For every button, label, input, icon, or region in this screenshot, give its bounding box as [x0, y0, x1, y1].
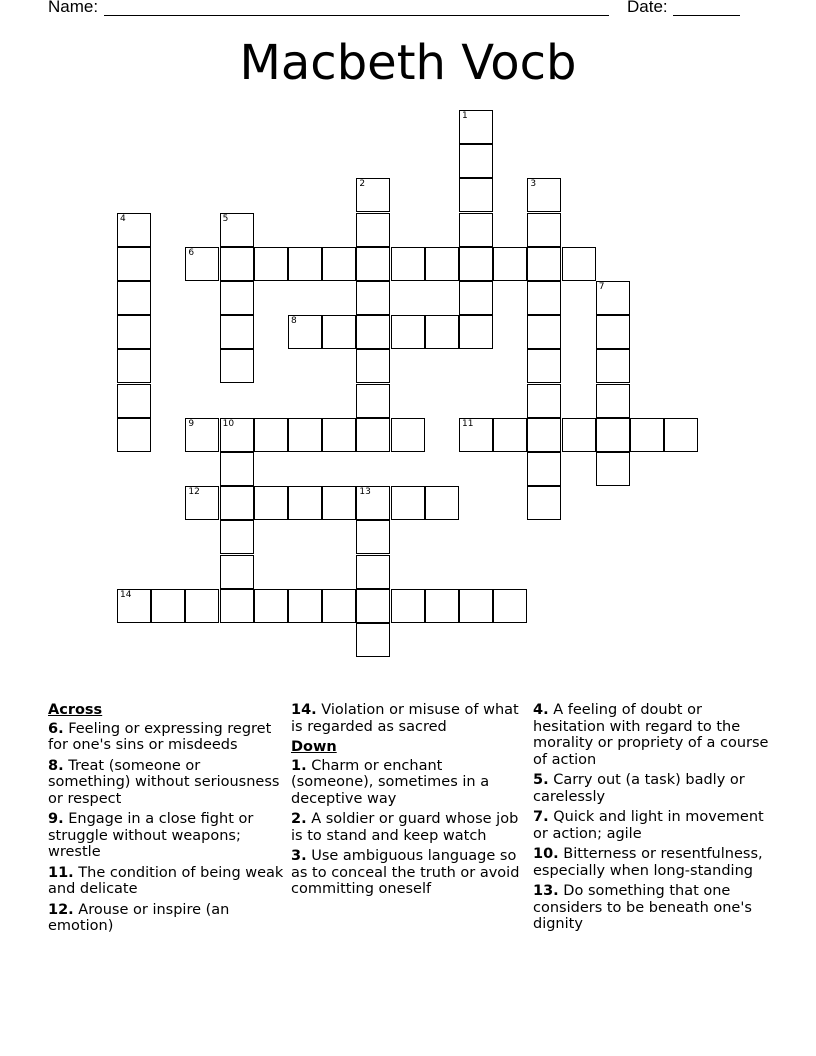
crossword-cell[interactable] — [220, 281, 254, 315]
crossword-cell[interactable] — [288, 315, 322, 349]
crossword-cell[interactable] — [288, 247, 322, 281]
crossword-cell[interactable] — [356, 178, 390, 212]
clue-item — [48, 811, 284, 861]
down-clue-list — [291, 758, 527, 898]
clue-item-number: 8. — [48, 757, 64, 774]
clue-item-number: 3. — [291, 848, 307, 864]
clue-number: 1 — [462, 111, 468, 121]
crossword-cell[interactable] — [356, 520, 390, 554]
across-clue-list-continued — [291, 702, 527, 735]
crossword-cell[interactable] — [459, 418, 493, 452]
crossword-cell[interactable] — [185, 247, 219, 281]
crossword-cell[interactable] — [527, 281, 561, 315]
crossword-cell[interactable] — [185, 486, 219, 520]
crossword-cell[interactable] — [117, 589, 151, 623]
clues-column-1 — [48, 702, 284, 939]
crossword-cell[interactable] — [459, 589, 493, 623]
clue-item — [48, 721, 284, 754]
crossword-cell[interactable] — [356, 555, 390, 589]
crossword-cell[interactable] — [562, 247, 596, 281]
crossword-cell[interactable] — [117, 315, 151, 349]
clue-number: 10 — [222, 418, 235, 429]
crossword-cell[interactable] — [254, 486, 288, 520]
clue-item-text: Use ambiguous language so as to conceal the truth or avoid committing oneself — [291, 848, 520, 897]
crossword-cell[interactable] — [151, 589, 185, 623]
crossword-cell[interactable] — [185, 418, 219, 452]
crossword-cell[interactable] — [322, 418, 356, 452]
crossword-cell[interactable] — [596, 452, 630, 486]
clue-item — [48, 865, 284, 898]
clue-item-number: 11. — [48, 864, 74, 881]
crossword-cell[interactable] — [117, 247, 151, 281]
crossword-cell[interactable] — [288, 418, 322, 452]
clue-item-text: Do something that one considers to be beneath one's dignity — [533, 883, 752, 932]
crossword-cell[interactable] — [391, 315, 425, 349]
crossword-cell[interactable] — [220, 555, 254, 589]
clue-item-number: 1. — [291, 757, 307, 774]
crossword-cell[interactable] — [391, 486, 425, 520]
clue-number: 7 — [598, 282, 605, 292]
crossword-cell[interactable] — [220, 315, 254, 349]
crossword-cell[interactable] — [562, 418, 596, 452]
crossword-cell[interactable] — [117, 418, 151, 452]
crossword-cell[interactable] — [527, 178, 561, 212]
crossword-cell[interactable] — [596, 349, 630, 383]
clue-item-number: 10. — [533, 846, 559, 862]
crossword-cell[interactable] — [527, 349, 561, 383]
clue-item-number: 2. — [291, 811, 307, 827]
clue-item-number: 13. — [533, 883, 559, 899]
crossword-cell[interactable] — [527, 384, 561, 418]
crossword-cell[interactable] — [425, 589, 459, 623]
crossword-cell[interactable] — [288, 486, 322, 520]
clue-number: 11 — [462, 418, 474, 429]
clue-item-text: Treat (someone or something) without seriousness or respect — [48, 757, 280, 807]
clue-item — [291, 758, 527, 808]
crossword-cell[interactable] — [254, 589, 288, 623]
crossword-cell[interactable] — [459, 178, 493, 212]
clue-number: 8 — [291, 316, 297, 327]
clue-item-text: A soldier or guard whose job is to stand and keep watch — [291, 811, 519, 844]
crossword-cell[interactable] — [220, 452, 254, 486]
crossword-cell[interactable] — [596, 418, 630, 452]
crossword-cell[interactable] — [459, 315, 493, 349]
crossword-cell[interactable] — [322, 247, 356, 281]
crossword-cell[interactable] — [527, 247, 561, 281]
clue-item-text: Carry out (a task) badly or carelessly — [533, 772, 745, 805]
clue-item — [533, 702, 769, 768]
clue-item — [533, 883, 769, 933]
clue-number: 2 — [359, 179, 366, 190]
crossword-cell[interactable] — [220, 520, 254, 554]
crossword-cell[interactable] — [220, 349, 254, 383]
crossword-cell[interactable] — [117, 349, 151, 383]
crossword-cell[interactable] — [459, 110, 493, 144]
crossword-cell[interactable] — [527, 486, 561, 520]
clue-item — [533, 846, 769, 879]
across-clue-list — [48, 721, 284, 935]
clue-item-number: 14. — [291, 702, 317, 718]
crossword-cell[interactable] — [425, 486, 459, 520]
crossword-cell[interactable] — [117, 213, 151, 247]
clue-item-text: Charm or enchant (someone), sometimes in a deceptive way — [291, 757, 490, 807]
crossword-cell[interactable] — [630, 418, 664, 452]
crossword-cell[interactable] — [322, 315, 356, 349]
clue-item — [291, 848, 527, 898]
puzzle-title: Macbeth Vocb — [239, 35, 577, 91]
clue-item-text: Violation or misuse of what is regarded as sacred — [291, 702, 519, 735]
crossword-cell[interactable] — [459, 247, 493, 281]
crossword-cell[interactable] — [527, 418, 561, 452]
clue-item — [533, 809, 769, 842]
clue-item-number: 5. — [533, 772, 549, 788]
crossword-cell[interactable] — [117, 384, 151, 418]
crossword-cell[interactable] — [493, 589, 527, 623]
crossword-cell[interactable] — [117, 281, 151, 315]
crossword-cell[interactable] — [596, 315, 630, 349]
clue-number: 6 — [188, 247, 195, 258]
clue-number: 9 — [188, 418, 195, 429]
clue-number: 13 — [359, 487, 371, 498]
crossword-cell[interactable] — [527, 315, 561, 349]
crossword-cell[interactable] — [391, 589, 425, 623]
crossword-cell[interactable] — [356, 247, 390, 281]
across-heading: Across — [48, 702, 103, 718]
date-label: Date: — [627, 0, 668, 16]
crossword-cell[interactable] — [356, 623, 390, 657]
clue-item-text: A feeling of doubt or hesitation with regard to the morality or propriety of a course of action — [533, 702, 769, 768]
crossword-cell[interactable] — [391, 247, 425, 281]
clue-item-number: 7. — [533, 809, 549, 825]
crossword-cell[interactable] — [220, 589, 254, 623]
clue-item-text: Arouse or inspire (an emotion) — [48, 901, 230, 934]
clue-item-number: 12. — [48, 901, 74, 918]
name-label: Name: — [48, 0, 99, 16]
crossword-cell[interactable] — [493, 247, 527, 281]
crossword-cell[interactable] — [254, 247, 288, 281]
crossword-cell[interactable] — [254, 418, 288, 452]
clue-item — [291, 702, 527, 735]
clue-item-text: Bitterness or resentfulness, especially when long-standing — [533, 846, 763, 879]
crossword-cell[interactable] — [356, 384, 390, 418]
crossword-cell[interactable] — [356, 213, 390, 247]
clue-item-number: 9. — [48, 811, 64, 827]
crossword-cell[interactable] — [288, 589, 322, 623]
crossword-cell[interactable] — [459, 281, 493, 315]
crossword-cell[interactable] — [322, 589, 356, 623]
crossword-cell[interactable] — [322, 486, 356, 520]
clue-number: 5 — [222, 213, 229, 224]
clue-item — [48, 902, 284, 935]
clue-item-text: Engage in a close fight or struggle without weapons; wrestle — [48, 811, 254, 860]
crossword-cell[interactable] — [356, 418, 390, 452]
down-heading: Down — [291, 739, 337, 755]
clue-item — [291, 811, 527, 844]
crossword-cell[interactable] — [391, 418, 425, 452]
crossword-cell[interactable] — [459, 144, 493, 178]
crossword-cell[interactable] — [425, 247, 459, 281]
clue-item-text: The condition of being weak and delicate — [48, 864, 284, 897]
crossword-cell[interactable] — [527, 213, 561, 247]
clue-item-number: 6. — [48, 720, 64, 737]
clues-column-2 — [291, 702, 527, 902]
crossword-cell[interactable] — [493, 418, 527, 452]
crossword-cell[interactable] — [596, 281, 630, 315]
clue-item — [48, 758, 284, 808]
crossword-cell[interactable] — [356, 486, 390, 520]
crossword-cell[interactable] — [220, 486, 254, 520]
crossword-cell[interactable] — [356, 281, 390, 315]
clue-item-number: 4. — [533, 702, 549, 718]
crossword-cell[interactable] — [664, 418, 698, 452]
clue-number: 12 — [188, 487, 200, 498]
crossword-cell[interactable] — [527, 452, 561, 486]
crossword-cell[interactable] — [220, 213, 254, 247]
crossword-cell[interactable] — [220, 418, 254, 452]
clue-item-text: Feeling or expressing regret for one's sins or misdeeds — [48, 720, 272, 753]
down-clue-list-continued — [533, 702, 769, 933]
crossword-cell[interactable] — [425, 315, 459, 349]
crossword-cell[interactable] — [356, 589, 390, 623]
crossword-cell[interactable] — [459, 213, 493, 247]
crossword-cell[interactable] — [356, 315, 390, 349]
clue-item — [533, 772, 769, 805]
clue-number: 3 — [530, 179, 537, 190]
crossword-cell[interactable] — [185, 589, 219, 623]
crossword-cell[interactable] — [356, 349, 390, 383]
crossword-cell[interactable] — [596, 384, 630, 418]
clue-item-text: Quick and light in movement or action; agile — [533, 809, 764, 842]
crossword-cell[interactable] — [220, 247, 254, 281]
clue-number: 4 — [120, 213, 126, 224]
clue-number: 14 — [120, 589, 132, 600]
clues-column-3 — [533, 702, 769, 937]
